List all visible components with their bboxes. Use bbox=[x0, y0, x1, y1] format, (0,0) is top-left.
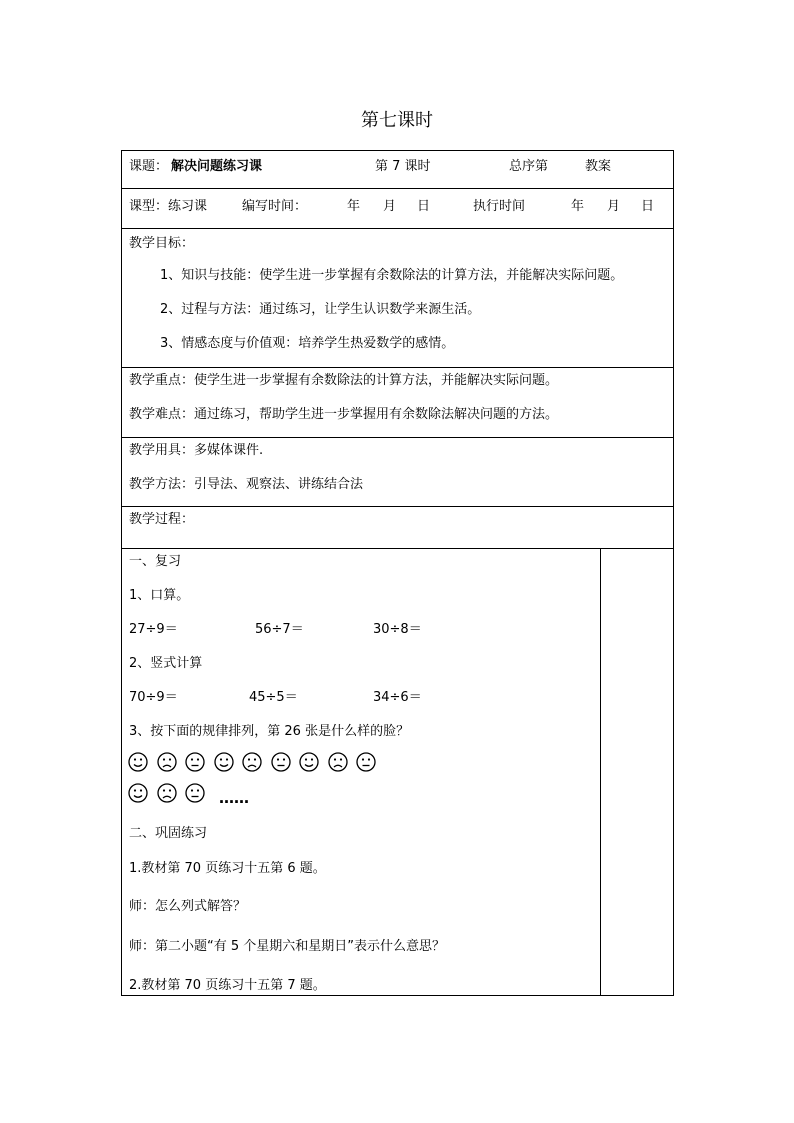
smile-face-icon bbox=[128, 752, 148, 772]
sad-face-icon bbox=[157, 752, 177, 772]
smile-face-icon bbox=[299, 752, 319, 772]
vertical-item: 34÷6＝ bbox=[373, 690, 422, 705]
exec-month: 月 bbox=[607, 199, 621, 214]
process-heading: 教学过程： bbox=[129, 512, 195, 527]
objective-item: 2、过程与方法：通过练习，让学生认识数学来源生活。 bbox=[160, 302, 481, 317]
sad-face-icon bbox=[328, 752, 348, 772]
neutral-face-icon bbox=[185, 783, 205, 803]
objectives-heading: 教学目标： bbox=[129, 236, 195, 251]
order-label: 总序第 bbox=[509, 159, 549, 174]
teaching-difficulty: 教学难点：通过练习，帮助学生进一步掌握用有余数除法解决问题的方法。 bbox=[129, 407, 559, 422]
write-month: 月 bbox=[383, 199, 397, 214]
smile-face-icon bbox=[128, 783, 148, 803]
neutral-face-icon bbox=[185, 752, 205, 772]
write-day: 日 bbox=[417, 199, 431, 214]
type-label: 课型：练习课 bbox=[129, 199, 208, 214]
exec-year: 年 bbox=[571, 199, 585, 214]
teacher-question-1: 师：怎么列式解答？ bbox=[129, 899, 247, 914]
neutral-face-icon bbox=[356, 752, 376, 772]
objectives-row bbox=[122, 229, 673, 368]
side-column-divider bbox=[600, 549, 601, 995]
page-title: 第七课时 bbox=[361, 110, 433, 131]
write-year: 年 bbox=[347, 199, 361, 214]
consolidate-heading: 二、巩固练习 bbox=[129, 826, 208, 841]
teaching-aids: 教学用具：多媒体课件. bbox=[129, 443, 264, 458]
teacher-question-2: 师：第二小题“有 5 个星期六和星期日”表示什么意思？ bbox=[129, 939, 446, 954]
oral-item: 56÷7＝ bbox=[255, 622, 304, 637]
exercise-2: 2.教材第 70 页练习十五第 7 题。 bbox=[129, 978, 326, 993]
oral-item: 27÷9＝ bbox=[129, 622, 178, 637]
objective-item: 1、知识与技能：使学生进一步掌握有余数除法的计算方法，并能解决实际问题。 bbox=[160, 268, 624, 283]
plan-label: 教案 bbox=[585, 159, 612, 174]
teaching-focus: 教学重点：使学生进一步掌握有余数除法的计算方法，并能解决实际问题。 bbox=[129, 373, 559, 388]
teaching-methods: 教学方法：引导法、观察法、讲练结合法 bbox=[129, 477, 364, 492]
write-time-label: 编写时间： bbox=[242, 199, 308, 214]
type-row bbox=[122, 189, 673, 229]
topic-row bbox=[122, 151, 673, 189]
lesson-number: 第 7 课时 bbox=[375, 159, 431, 174]
tools-row bbox=[122, 438, 673, 507]
review-heading: 一、复习 bbox=[129, 554, 182, 569]
vertical-title: 2、竖式计算 bbox=[129, 656, 203, 671]
exercise-1: 1.教材第 70 页练习十五第 6 题。 bbox=[129, 861, 326, 876]
oral-item: 30÷8＝ bbox=[373, 622, 422, 637]
oral-title: 1、口算。 bbox=[129, 588, 190, 603]
topic-label: 课题： bbox=[129, 159, 169, 174]
lesson-plan-table bbox=[121, 150, 674, 996]
exec-day: 日 bbox=[641, 199, 655, 214]
vertical-item: 45÷5＝ bbox=[249, 690, 298, 705]
key-points-row bbox=[122, 368, 673, 438]
process-heading-row bbox=[122, 507, 673, 549]
sad-face-icon bbox=[157, 783, 177, 803]
exec-time-label: 执行时间 bbox=[473, 199, 526, 214]
topic-value: 解决问题练习课 bbox=[171, 159, 263, 174]
ellipsis: …… bbox=[219, 789, 249, 807]
neutral-face-icon bbox=[271, 752, 291, 772]
vertical-item: 70÷9＝ bbox=[129, 690, 178, 705]
objective-item: 3、情感态度与价值观：培养学生热爱数学的感情。 bbox=[160, 336, 455, 351]
smile-face-icon bbox=[214, 752, 234, 772]
sad-face-icon bbox=[242, 752, 262, 772]
pattern-question: 3、按下面的规律排列，第 26 张是什么样的脸？ bbox=[129, 724, 410, 739]
